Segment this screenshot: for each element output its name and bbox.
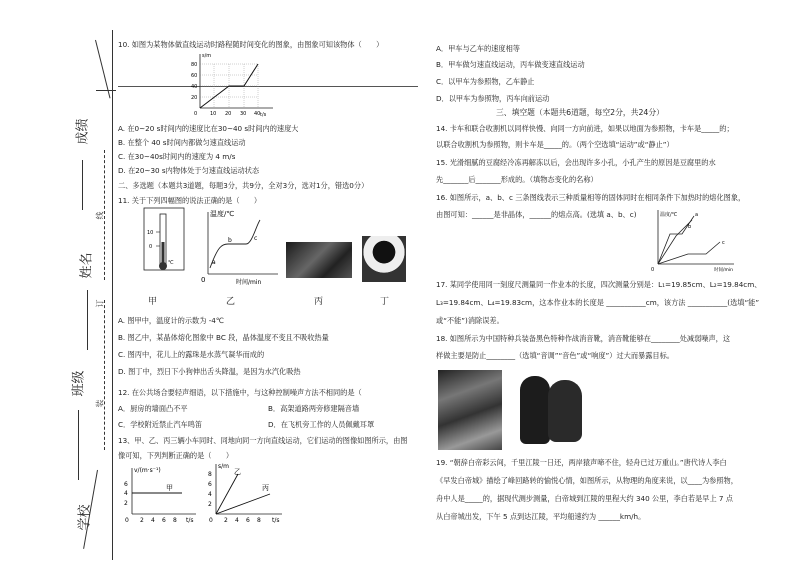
q17-line3: 或“不能”)消除误差。 <box>436 316 504 325</box>
margin-hline <box>96 90 116 91</box>
q13-option-d[interactable]: D．以甲车为参照物，丙车向前运动 <box>436 94 550 103</box>
q18-line1: 18. 如图所示为中国特种兵装备黑色特种作战消音靴，消音靴能够在________处减弱噪声，这 <box>436 334 731 343</box>
q11-y-label: 温度/℃ <box>210 210 235 218</box>
q14-line1: 14. 卡车和联合收割机以同样快慢、向同一方向前进，如果以地面为参照物，卡车是_____的； <box>436 124 734 133</box>
score-blank-line <box>82 160 83 210</box>
q16-point-a: a <box>695 212 699 218</box>
q17-line1: 17. 某同学使用同一刻度尺测量同一作业本的长度，四次测量分别是：L₁=19.85cm、L₂=19.84cm、 <box>436 280 762 289</box>
q13-option-a[interactable]: A．甲车与乙车的速度相等 <box>436 44 520 53</box>
q13-velocity-graph <box>120 464 202 524</box>
q10-option-a[interactable]: A. 在0~20 s时间内的速度比在30~40 s时间内的速度大 <box>118 124 299 133</box>
q17-line2: L₃=19.84cm、L₄=19.83cm，这本作业本的长度是 ___________cm，该方法 ___________(选填“能” <box>436 298 760 307</box>
q10-option-c[interactable]: C. 在30~40s时间内的速度为 4 m/s <box>118 152 236 161</box>
q10-graph <box>188 50 278 118</box>
q13g2-x-tick: 4 <box>235 517 239 524</box>
q16-origin: 0 <box>651 267 655 273</box>
q13g1-series-label: 甲 <box>166 484 173 492</box>
q11-fig-label-bing: 丙 <box>314 297 324 307</box>
q13g1-origin: 0 <box>125 517 129 524</box>
q13g2-x-label: t/s <box>272 517 280 524</box>
q13g2-y-tick: 6 <box>208 481 212 488</box>
q10-y-tick: 40 <box>191 84 198 90</box>
q15-line1: 15. 光滑细腻的豆腐经冷冻再解冻以后，会出现许多小孔，小孔产生的原因是豆腐里的水 <box>436 158 716 167</box>
q13g1-y-tick: 6 <box>124 481 128 488</box>
q13g2-line-yi <box>216 474 238 514</box>
q19-line2: 《早发白帝城》描绘了峰回路转的愉悦心情，如图所示，从物理的角度来说，以____为参照物， <box>436 476 738 485</box>
q13g1-y-tick: 2 <box>124 500 128 507</box>
class-blank-line <box>78 410 79 480</box>
q16-point-b: b <box>688 224 692 230</box>
q11-fig-label-jia: 甲 <box>148 297 158 307</box>
seal-char: 装 <box>95 399 105 408</box>
q12-option-a[interactable]: A．厨房的墙面凸不平 <box>118 404 188 413</box>
q13g2-x-tick: 6 <box>246 517 250 524</box>
q13-stem-line2: 像可知，下列判断正确的是（ ） <box>118 451 234 460</box>
q12-stem: 12. 在公共场合要轻声细语，以下措施中，与这种控制噪声方法不相同的是（ <box>118 388 362 397</box>
q19-line4: 从白帝城出发，下午 5 点到达江陵，平均船速约为 ______km/h。 <box>436 512 646 521</box>
q11-dew-photo <box>286 242 352 278</box>
q13g1-y-label: v/(m·s⁻¹) <box>134 467 161 474</box>
q11-fig-label-yi: 乙 <box>226 297 236 307</box>
q10-option-d[interactable]: D. 在20~30 s内物体处于匀速直线运动状态 <box>118 166 260 175</box>
section2-heading: 二、多选题（本题共3道题，每题3分，共9分，全对3分，选对1分，错选0分） <box>118 181 369 190</box>
q10-origin: 0 <box>194 111 198 117</box>
q11-thermometer-figure <box>138 206 196 276</box>
q12-option-c[interactable]: C．学校附近禁止汽车鸣笛 <box>118 420 203 429</box>
thermo-tick: 0 <box>149 244 153 250</box>
q13g2-label-bing: 丙 <box>262 484 269 492</box>
name-label: 姓名 <box>79 252 95 279</box>
class-label: 班级 <box>71 370 87 397</box>
thermo-unit: ℃ <box>168 260 174 266</box>
q16-melting-graph <box>648 206 738 274</box>
school-label: 学校 <box>77 504 93 531</box>
q18-soldier-photo <box>438 370 502 450</box>
name-blank-line <box>87 290 88 350</box>
q13g2-y-tick: 8 <box>208 471 212 478</box>
q13g1-x-label: t/s <box>186 517 194 524</box>
score-label: 成绩 <box>75 118 91 145</box>
q12-option-b[interactable]: B．高架道路两旁修建隔音墙 <box>268 404 360 413</box>
q13-distance-graph <box>204 460 288 524</box>
q10-x-tick: 30 <box>240 111 247 117</box>
q13g1-x-tick: 6 <box>162 517 166 524</box>
q19-line3: 舟中人是_____的，据现代测步测量，白帝城到江陵的里程大约 340 公里，李白若是早上 7 点 <box>436 494 733 503</box>
q13g1-x-tick: 4 <box>151 517 155 524</box>
q16-line1: 16. 如图所示，a、b、c 三条图线表示三种质量相等的固体同时在相同条件下加热时的熔化图象， <box>436 193 746 202</box>
q13g2-label-yi: 乙 <box>234 468 241 476</box>
q16-line2: 由图可知：______是非晶体，______的熔点高。(选填 a、b、c) <box>436 210 637 219</box>
q19-line1: 19. “朝辞白帝彩云间，千里江陵一日还，两岸猿声啼不住，轻舟已过万重山。”唐代诗人李白 <box>436 458 727 467</box>
binding-margin <box>0 0 115 561</box>
q15-line2: 先_______后_______形成的。（填物态变化的名称） <box>436 175 598 184</box>
q10-stem: 10. 如图为某物体做直线运动时路程随时间变化的图象，由图象可知该物体（ ） <box>118 40 384 49</box>
q11-point-b: b <box>228 237 232 244</box>
q10-x-tick: 40 <box>254 111 261 117</box>
q11-stem: 11. 关于下列四幅图的说法正确的是（ ） <box>118 196 262 205</box>
q13g2-line-bing <box>216 494 270 514</box>
seal-char: 订 <box>95 299 105 308</box>
q11-curve <box>210 220 260 268</box>
q10-x-tick: 10 <box>210 111 217 117</box>
q13-option-b[interactable]: B．甲车做匀速直线运动，丙车做变速直线运动 <box>436 60 585 69</box>
q13g2-y-tick: 2 <box>208 501 212 508</box>
q11-melting-graph <box>198 206 280 286</box>
q12-option-d[interactable]: D．在飞机旁工作的人员佩戴耳罩 <box>268 420 375 429</box>
q11-fig-label-ding: 丁 <box>380 297 390 307</box>
q11-dog-photo <box>362 236 406 282</box>
q16-point-c: c <box>722 240 725 246</box>
q10-option-b[interactable]: B. 在整个 40 s时间内都做匀速直线运动 <box>118 138 246 147</box>
thermo-tick: 10 <box>147 230 154 236</box>
q11-point-a: a <box>212 259 216 266</box>
q13g2-origin: 0 <box>209 517 213 524</box>
q14-line2: 以联合收割机为参照物，则卡车是_____的。（两个空选填“运动”或“静止”） <box>436 140 674 149</box>
q16-x-label: 时间/min <box>714 268 734 273</box>
q11-option-b[interactable]: B. 图乙中，某晶体熔化图象中 BC 段，晶体温度不变且不吸收热量 <box>118 333 329 342</box>
q13g2-y-tick: 4 <box>208 491 212 498</box>
margin-rule <box>112 30 113 560</box>
q13g1-x-tick: 2 <box>140 517 144 524</box>
q10-y-unit: s/m <box>202 53 212 59</box>
q11-option-a[interactable]: A. 图甲中，温度计的示数为 -4℃ <box>118 316 224 325</box>
q10-x-unit: t/s <box>260 112 267 118</box>
q13-option-c[interactable]: C．以甲车为参照物，乙车静止 <box>436 77 535 86</box>
q13g2-x-tick: 8 <box>257 517 261 524</box>
q13g2-x-tick: 2 <box>224 517 228 524</box>
q11-option-c[interactable]: C. 图丙中，花儿上的露珠是水蒸气凝华而成的 <box>118 350 265 359</box>
q13g1-y-tick: 4 <box>124 490 128 497</box>
q16-line-c <box>658 242 720 264</box>
seal-char: 线 <box>95 211 105 220</box>
margin-dashed <box>104 300 105 450</box>
q10-y-tick: 60 <box>191 73 198 79</box>
q10-y-tick: 80 <box>191 62 198 68</box>
q18-line2: 样做主要是防止________（选填“音调”“音色”或“响度”）过大而暴露目标。 <box>436 351 674 360</box>
q11-x-label: 时间/min <box>236 279 262 286</box>
q16-y-label: 温度/℃ <box>660 212 678 218</box>
q11-option-d[interactable]: D. 图丁中，烈日下小狗伸出舌头降温，是因为水汽化吸热 <box>118 367 301 376</box>
q13g2-y-label: s/m <box>218 463 229 470</box>
q11-point-c: c <box>254 235 258 242</box>
section3-heading: 三、填空题（本题共6道题，每空2分，共24分） <box>496 108 664 117</box>
q11-origin: 0 <box>201 276 206 284</box>
q18-boots-photo <box>514 370 586 448</box>
q10-x-tick: 20 <box>225 111 232 117</box>
q13-stem-line1: 13、甲、乙、丙三辆小车同时、同地向同一方向直线运动，它们运动的图像如图所示，由图 <box>118 436 408 445</box>
q10-y-tick: 20 <box>191 95 198 101</box>
q13g1-x-tick: 8 <box>173 517 177 524</box>
